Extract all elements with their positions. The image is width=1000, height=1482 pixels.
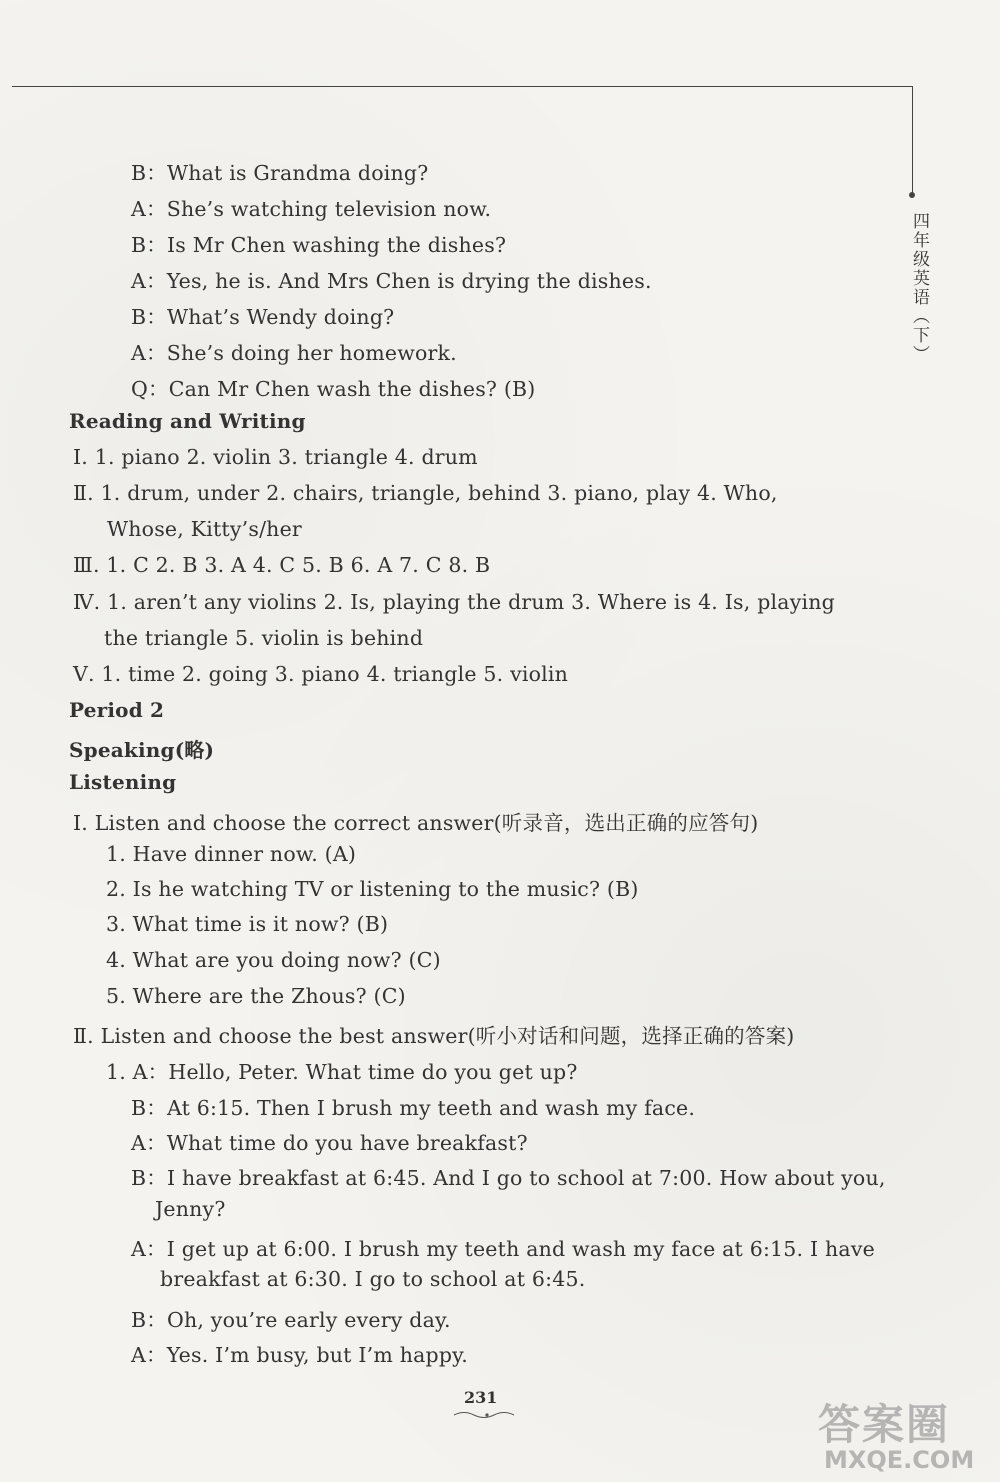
dialogue-line: A：Yes. I’m busy, but I’m happy. [131, 1343, 468, 1367]
dialogue-line: B：Is Mr Chen washing the dishes? [131, 233, 507, 257]
section-heading-period-2: Period 2 [69, 698, 165, 722]
page-number-ornament [452, 1410, 522, 1420]
answer-line: Ⅲ. 1. C 2. B 3. A 4. C 5. B 6. A 7. C 8. B [73, 553, 491, 577]
question-line: Q：Can Mr Chen wash the dishes? (B) [131, 377, 536, 401]
answer-line: 1. Have dinner now. (A) [106, 842, 357, 866]
dialogue-line: 1. A：Hello, Peter. What time do you get up? [106, 1060, 578, 1084]
book-title-side-label: 四年级英语（下） [909, 212, 929, 364]
section-heading-speaking: Speaking(略) [69, 738, 215, 762]
exercise-instruction: Ⅱ. Listen and choose the best answer(听小对话和问题，选择正确的答案) [73, 1024, 795, 1048]
answer-line: Ⅰ. 1. piano 2. violin 3. triangle 4. drum [73, 445, 478, 469]
answer-line: 4. What are you doing now? (C) [106, 948, 441, 972]
answer-line: Ⅱ. 1. drum, under 2. chairs, triangle, behind 3. piano, play 4. Who, [73, 481, 778, 505]
dialogue-line: B：What’s Wendy doing? [131, 305, 395, 329]
answer-line-continuation: the triangle 5. violin is behind [104, 626, 424, 650]
answer-line: 2. Is he watching TV or listening to the music? (B) [106, 877, 639, 901]
dialogue-line: B：At 6:15. Then I brush my teeth and wash my face. [131, 1096, 696, 1120]
dialogue-line: A：She’s doing her homework. [131, 341, 457, 365]
dialogue-line-continuation: breakfast at 6:30. I go to school at 6:45. [160, 1267, 586, 1291]
dialogue-line: B：Oh, you’re early every day. [131, 1308, 451, 1332]
dialogue-line: A：What time do you have breakfast? [131, 1131, 528, 1155]
dialogue-line: A：I get up at 6:00. I brush my teeth and wash my face at 6:15. I have [131, 1237, 875, 1261]
watermark [818, 1392, 988, 1476]
dialogue-line: A：Yes, he is. And Mrs Chen is drying the dishes. [131, 269, 652, 293]
answer-line: 3. What time is it now? (B) [106, 912, 389, 936]
answer-line: 5. Where are the Zhous? (C) [106, 984, 406, 1008]
exercise-instruction: Ⅰ. Listen and choose the correct answer(听录音，选出正确的应答句) [73, 811, 759, 835]
answer-line-continuation: Whose, Kitty’s/her [107, 517, 302, 541]
dialogue-line: A：She’s watching television now. [131, 197, 492, 221]
watermark-logo: 答案圈 [818, 1400, 951, 1449]
header-rule [12, 86, 912, 87]
section-heading-reading-writing: Reading and Writing [69, 409, 306, 433]
side-rule-dot [909, 192, 915, 198]
dialogue-line: B：What is Grandma doing? [131, 161, 429, 185]
answer-line: Ⅳ. 1. aren’t any violins 2. Is, playing the drum 3. Where is 4. Is, playing [73, 590, 835, 614]
dialogue-line: B：I have breakfast at 6:45. And I go to school at 7:00. How about you, [131, 1166, 886, 1190]
answer-line: Ⅴ. 1. time 2. going 3. piano 4. triangle 5. violin [73, 662, 569, 686]
side-rule [912, 86, 913, 194]
watermark-url: MXQE.COM [824, 1446, 975, 1474]
section-heading-listening: Listening [69, 770, 177, 794]
page-number: 231 [464, 1388, 498, 1407]
dialogue-line-continuation: Jenny? [155, 1197, 226, 1221]
